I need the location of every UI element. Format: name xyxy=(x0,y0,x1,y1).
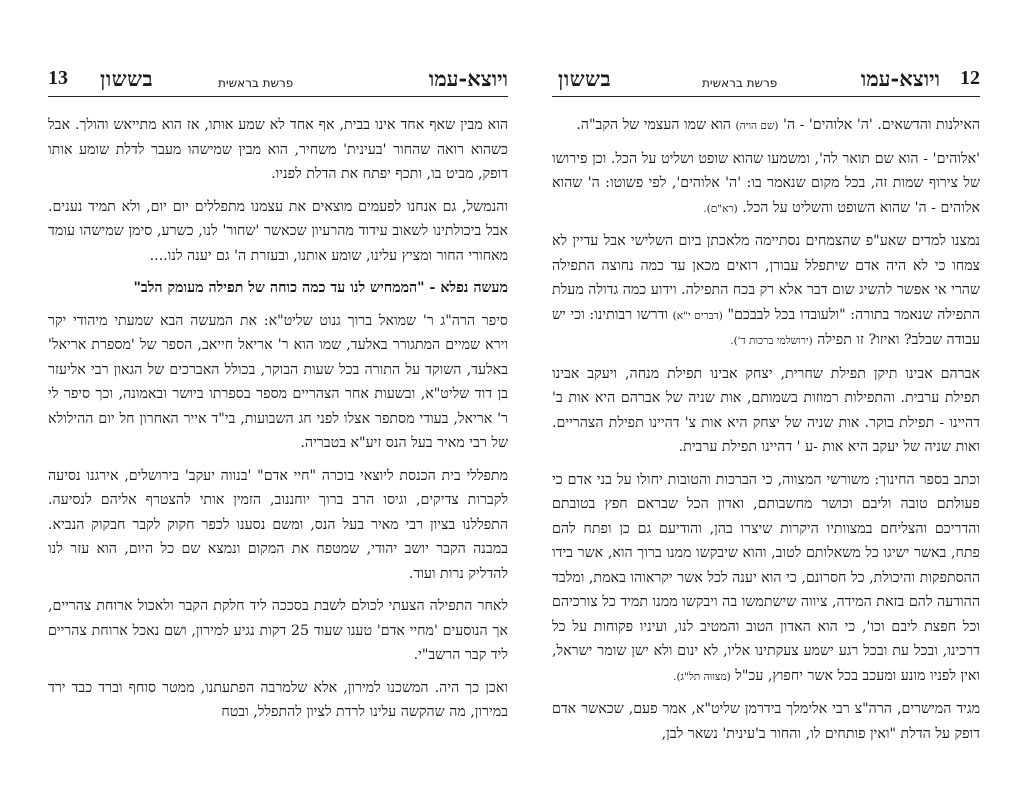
page-12 xyxy=(552,60,980,780)
paragraph: לאחר התפילה הצעתי לכולם לשבת בסככה ליד חלקת הקבר ולאכול ארוחת צהריים, אך הנוסעים 'מחיי אדם' טענו שעוד 25 דקות נגיע למירון, ושם נאכל ארוחת צהריים ליד קבר הרשב"י. xyxy=(48,598,508,663)
page-body xyxy=(552,97,980,746)
series-title: ויוצא-עמו xyxy=(860,66,940,91)
running-head-left xyxy=(48,60,508,97)
paragraph: ואכן כך היה. המשכנו למירון, אלא שלמרבה הפתעתנו, ממטר סוחף וברד כבד ירד במירון, מה שהקשה עלינו לרדת לציון להתפלל, ובטח xyxy=(48,679,508,720)
parasha-label: פרשת בראשית xyxy=(702,76,778,90)
parasha-label: פרשת בראשית xyxy=(218,76,294,90)
running-head-right xyxy=(552,60,980,97)
paragraph: האילנות והדשאים. 'ה' אלוהים' - ה' (שם הויה) הוא שמו העצמי של הקב"ה. xyxy=(576,117,980,133)
story-title: מעשה נפלא - "הממחיש לנו עד כמה כוחה של תפילה מעומק הלב" xyxy=(133,280,508,296)
paragraph: וכתב בספר החינוך: משורשי המצווה, כי הברכות והטובות יחולו על בני אדם כי פעולתם טובה וליבם וכושר מחשבותם, ואדון הכל שבראם חפץ בטובתם והדריכם והצליחם במצוותיו היקרות שיצרו בהן, והודיעם גם כן ופתח להם פתח, באשר ישיגו כל משאלותם לטוב, והוא שיבקשו ממנו ברוך הוא, אשר בידו ההסתפקות והיכולת, כל חסרונם, כי הוא יענה לכל אשר יקראוהו באמת, ומלבד ההודעה להם בזאת המידה, ציווה שישתמשו בה ויבקשו ממנו תמיד כל צורכיהם וכל חפצת ליבם וכו', כי הוא האדון הטוב והמטיב לנו, ועיניו פקוחות על כל דרכינו, ובכל עת ובכל רגע ישמע צעקתינו אליו, לא ינום ולא ישן שומר ישראל, ואין לפניו מונע ומעכב בכל אשר יחפוץ, עכ"ל (מצווה תל"ג). xyxy=(552,471,980,684)
paragraph: מגיד המישרים, הרה"צ רבי אלימלך בידרמן שליט"א, אמר פעם, שכאשר אדם דופק על הדלת "ואין פותחים לו, והחור ב'עינית' נשאר לבן, xyxy=(552,701,980,742)
paragraph: הוא מבין שאף אחד אינו בבית, אף אחד לא שמע אותו, אז הוא מתייאש והולך. אבל כשהוא רואה שהחור 'בעינית' משחיר, הוא מבין שמישהו מעבר לדלת שומע אותו דופק, מביט בו, ותכף יפתח את הדלת לפניו. xyxy=(48,117,508,182)
page-13 xyxy=(48,60,508,780)
paragraph: סיפר הרה"ג ר' שמואל ברוך גנוט שליט"א: את המעשה הבא שמעתי מיהודי יקר וירא שמיים המתגורר באלעד, שמו הוא ר' אריאל חייאב, הספר של 'מספרת אריאל' באלעד, השוקד על התורה בכל שעות הבוקר, בכולל האברכים של הגאון רבי אליעזר בן דוד שליט"א, ובשעות אחר הצהריים מספר בספרתו ביושר ובאמונה, וכך סיפר לי ר' אריאל, בעודי מסתפר אצלו לפני חג השבועות, בי"ד אייר האחרון חל יום ההילולא של רבי מאיר בעל הנס זיע"א בטבריה. xyxy=(48,312,508,451)
paragraph: נמצנו למדים שאע"פ שהצמחים נסתיימה מלאכתן ביום השלישי אבל עדיין לא צמחו כי לא היה אדם שיתפלל עבורן, רואים מכאן עד כמה נחוצה התפילה שהרי אי אפשר להשיג שום דבר אלא רק בכח התפילה. וידוע כמה גדולה מעלת התפילה שנאמר בתורה: "ולעובדו בכל לבבכם" (דברים י"א) ודרשו רבותינו: וכי יש עבודה שבלב? ואיזו? זו תפילה (ירושלמי ברכות ד'). xyxy=(552,233,980,348)
paragraph: מתפללי בית הכנסת ליוצאי בוכרה "חיי אדם" 'בנווה יעקב' בירושלים, אירגנו נסיעה לקברות צדיקים, וגיסו הרב ברוך יוחננוב, הזמין אותי להצטרף אליהם לנסיעה. התפללנו בציון רבי מאיר בעל הנס, ומשם נסענו לכפר חקוק לקבר חבקוק הנביא. במבנה הקבר יושב יהודי, שמטפח את המקום ונמצא שם כל היום, הוא עזר לנו להדליק נרות ועוד. xyxy=(48,467,508,582)
page-number: 12 xyxy=(960,67,980,89)
paragraph: 'אלוהים' - הוא שם תואר לה', ומשמעו שהוא שופט ושליט על הכל. וכן פירושו של צירוף שמות זה, בכל מקום שנאמר בו: 'ה' אלוהים', לפי פשוטו: ה' שהוא אלוהים - ה' שהוא השופט והשליט על הכל. (רא"ם). xyxy=(552,150,980,216)
book-title: בששון xyxy=(558,66,612,91)
paragraph: והנמשל, גם אנחנו לפעמים מוצאים את עצמנו מתפללים יום יום, ולא תמיד נענים. אבל ביכולתינו לשאוב עידוד מהרעיון שכאשר 'שחור' לנו, כשרע, סימן שמישהו עומד מאחורי החור ומציץ עלינו, שומע אותנו, ובעזרת ה' גם יענה לנו.... xyxy=(48,198,508,264)
paragraph: אברהם אבינו תיקן תפילת שחרית, יצחק אבינו תפילת מנחה, ויעקב אבינו תפילת ערבית. והתפילות רמוזות בשמותם, אות שניה של אברהם היא אות ב' דהיינו - תפילת בוקר. אות שניה של יצחק היא אות צ' דהיינו תפילת הצהריים. ואות שניה של יעקב היא אות -ע ' דהיינו תפילת ערבית. xyxy=(552,365,980,455)
page-body xyxy=(48,97,508,725)
book-title: בששון xyxy=(100,66,154,91)
series-title: ויוצא-עמו xyxy=(428,66,508,91)
page-number: 13 xyxy=(48,67,68,89)
